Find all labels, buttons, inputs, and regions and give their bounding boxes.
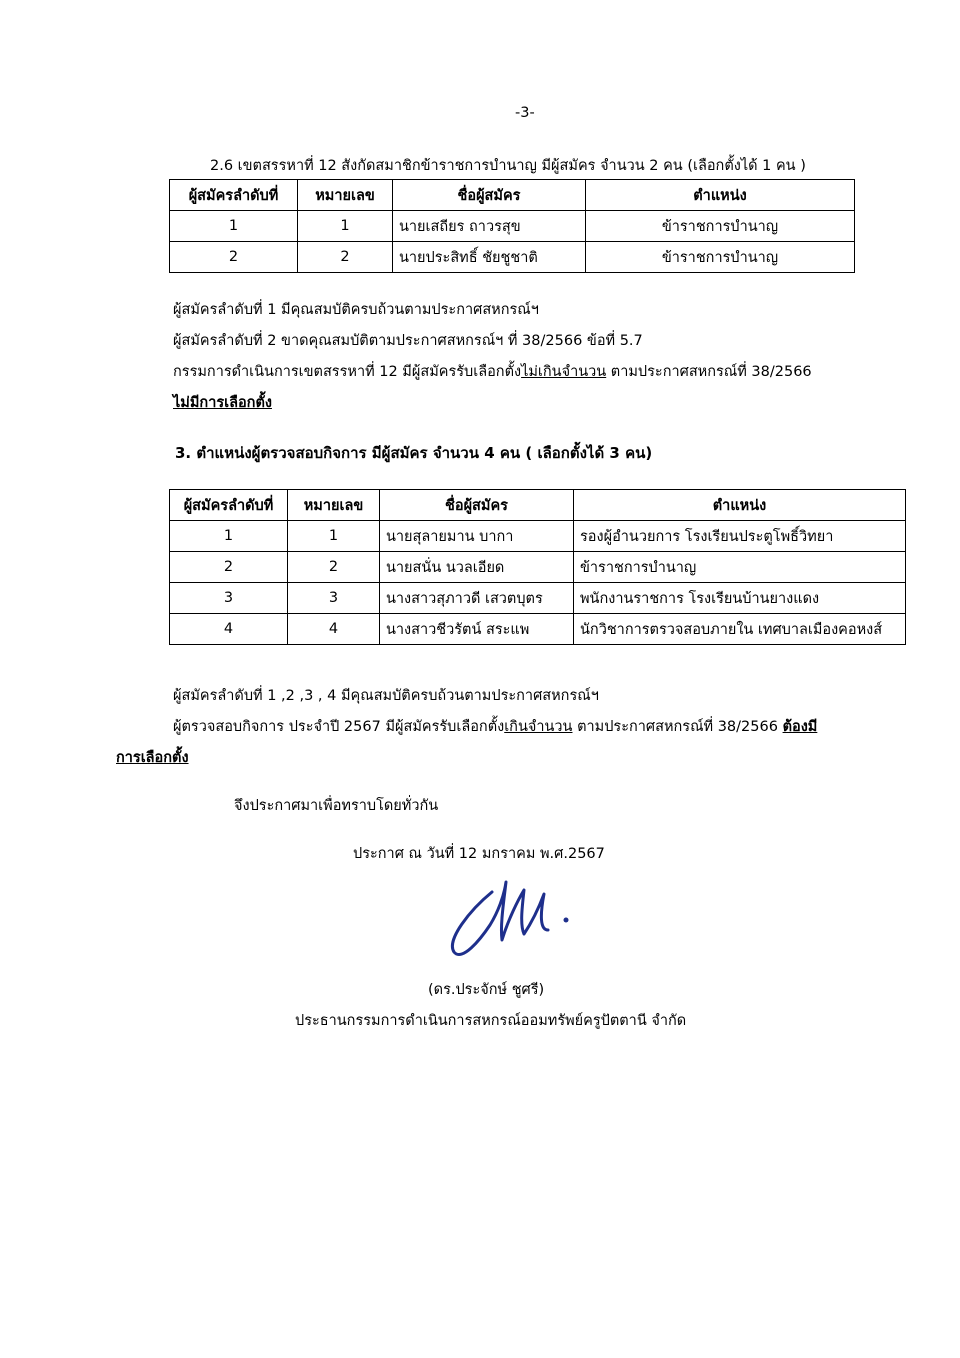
section-2-6-table (169, 179, 855, 273)
signer-title: ประธานกรรมการดำเนินการสหกรณ์ออมทรัพย์ครูปัตตานี จำกัด (295, 1013, 687, 1029)
closing-announce: จึงประกาศมาเพื่อทราบโดยทั่วกัน (234, 798, 439, 814)
signer-name: (ดร.ประจักษ์ ชูศรี) (428, 982, 545, 998)
cell-number: 2 (298, 242, 393, 273)
table-row (170, 614, 906, 645)
table-row (170, 583, 906, 614)
cell-order: 2 (170, 242, 298, 273)
header-number: หมายเลข (298, 180, 393, 211)
table-row (170, 242, 855, 273)
cell-number: 1 (298, 211, 393, 242)
note-3-part-c: ตามประกาศสหกรณ์ที่ 38/2566 (606, 364, 812, 380)
section-2-6-result: ไม่มีการเลือกตั้ง (173, 395, 272, 411)
announcement-date: ประกาศ ณ วันที่ 12 มกราคม พ.ศ.2567 (353, 846, 605, 862)
section-2-6-heading: 2.6 เขตสรรหาที่ 12 สังกัดสมาชิกข้าราชการบำนาญ มีผู้สมัคร จำนวน 2 คน (เลือกตั้งได้ 1 คน ) (210, 158, 806, 174)
header-number: หมายเลข (288, 490, 380, 521)
table-row (170, 521, 906, 552)
header-name: ชื่อผู้สมัคร (393, 180, 586, 211)
cell-name: นางสาวสุภาวดี เสวตบุตร (380, 583, 574, 614)
section-3-table (169, 489, 906, 645)
note-3-part-a: กรรมการดำเนินการเขตสรรหาที่ 12 มีผู้สมัครรับเลือกตั้ง (173, 364, 522, 380)
note-2-part-a: ผู้ตรวจสอบกิจการ ประจำปี 2567 มีผู้สมัครรับเลือกตั้ง (173, 719, 505, 735)
header-order: ผู้สมัครลำดับที่ (170, 180, 298, 211)
section-3-result-part-b: การเลือกตั้ง (116, 750, 189, 766)
signature (440, 870, 580, 970)
cell-position: ข้าราชการบำนาญ (586, 242, 855, 273)
cell-number: 2 (288, 552, 380, 583)
page-number: -3- (515, 105, 535, 121)
signature-dot (564, 918, 569, 923)
header-name: ชื่อผู้สมัคร (380, 490, 574, 521)
signature-stroke (452, 882, 548, 955)
header-position: ตำแหน่ง (574, 490, 906, 521)
section-2-6-note-3 (173, 360, 812, 383)
table-header-row (170, 490, 906, 521)
cell-name: นายเสถียร ถาวรสุข (393, 211, 586, 242)
section-3-result-part-a: ต้องมี (782, 719, 818, 735)
cell-name: นายสุลายมาน บากา (380, 521, 574, 552)
cell-name: นายสนั่น นวลเอียด (380, 552, 574, 583)
cell-order: 3 (170, 583, 288, 614)
cell-position: พนักงานราชการ โรงเรียนบ้านยางแดง (574, 583, 906, 614)
cell-name: นางสาวชีวรัตน์ สระแพ (380, 614, 574, 645)
cell-position: รองผู้อำนวยการ โรงเรียนประตูโพธิ์วิทยา (574, 521, 906, 552)
section-2-6-note-2: ผู้สมัครลำดับที่ 2 ขาดคุณสมบัติตามประกาศสหกรณ์ฯ ที่ 38/2566 ข้อที่ 5.7 (173, 333, 643, 349)
cell-order: 2 (170, 552, 288, 583)
cell-position: ข้าราชการบำนาญ (586, 211, 855, 242)
cell-name: นายประสิทธิ์ ชัยชูชาติ (393, 242, 586, 273)
cell-number: 3 (288, 583, 380, 614)
section-3-heading: 3. ตำแหน่งผู้ตรวจสอบกิจการ มีผู้สมัคร จำนวน 4 คน ( เลือกตั้งได้ 3 คน) (175, 444, 653, 462)
table-header-row (170, 180, 855, 211)
note-2-underlined: เกินจำนวน (504, 719, 573, 735)
note-3-underlined: ไม่เกินจำนวน (521, 364, 607, 380)
cell-number: 4 (288, 614, 380, 645)
cell-order: 1 (170, 521, 288, 552)
section-3-note-2 (173, 715, 817, 738)
cell-order: 1 (170, 211, 298, 242)
cell-number: 1 (288, 521, 380, 552)
cell-order: 4 (170, 614, 288, 645)
note-2-part-c: ตามประกาศสหกรณ์ที่ 38/2566 (572, 719, 783, 735)
cell-position: ข้าราชการบำนาญ (574, 552, 906, 583)
table-row (170, 211, 855, 242)
section-2-6-note-1: ผู้สมัครลำดับที่ 1 มีคุณสมบัติครบถ้วนตามประกาศสหกรณ์ฯ (173, 302, 539, 318)
cell-position: นักวิชาการตรวจสอบภายใน เทศบาลเมืองคอหงส์ (574, 614, 906, 645)
header-position: ตำแหน่ง (586, 180, 855, 211)
section-3-note-1: ผู้สมัครลำดับที่ 1 ,2 ,3 , 4 มีคุณสมบัติครบถ้วนตามประกาศสหกรณ์ฯ (173, 688, 599, 704)
header-order: ผู้สมัครลำดับที่ (170, 490, 288, 521)
table-row (170, 552, 906, 583)
